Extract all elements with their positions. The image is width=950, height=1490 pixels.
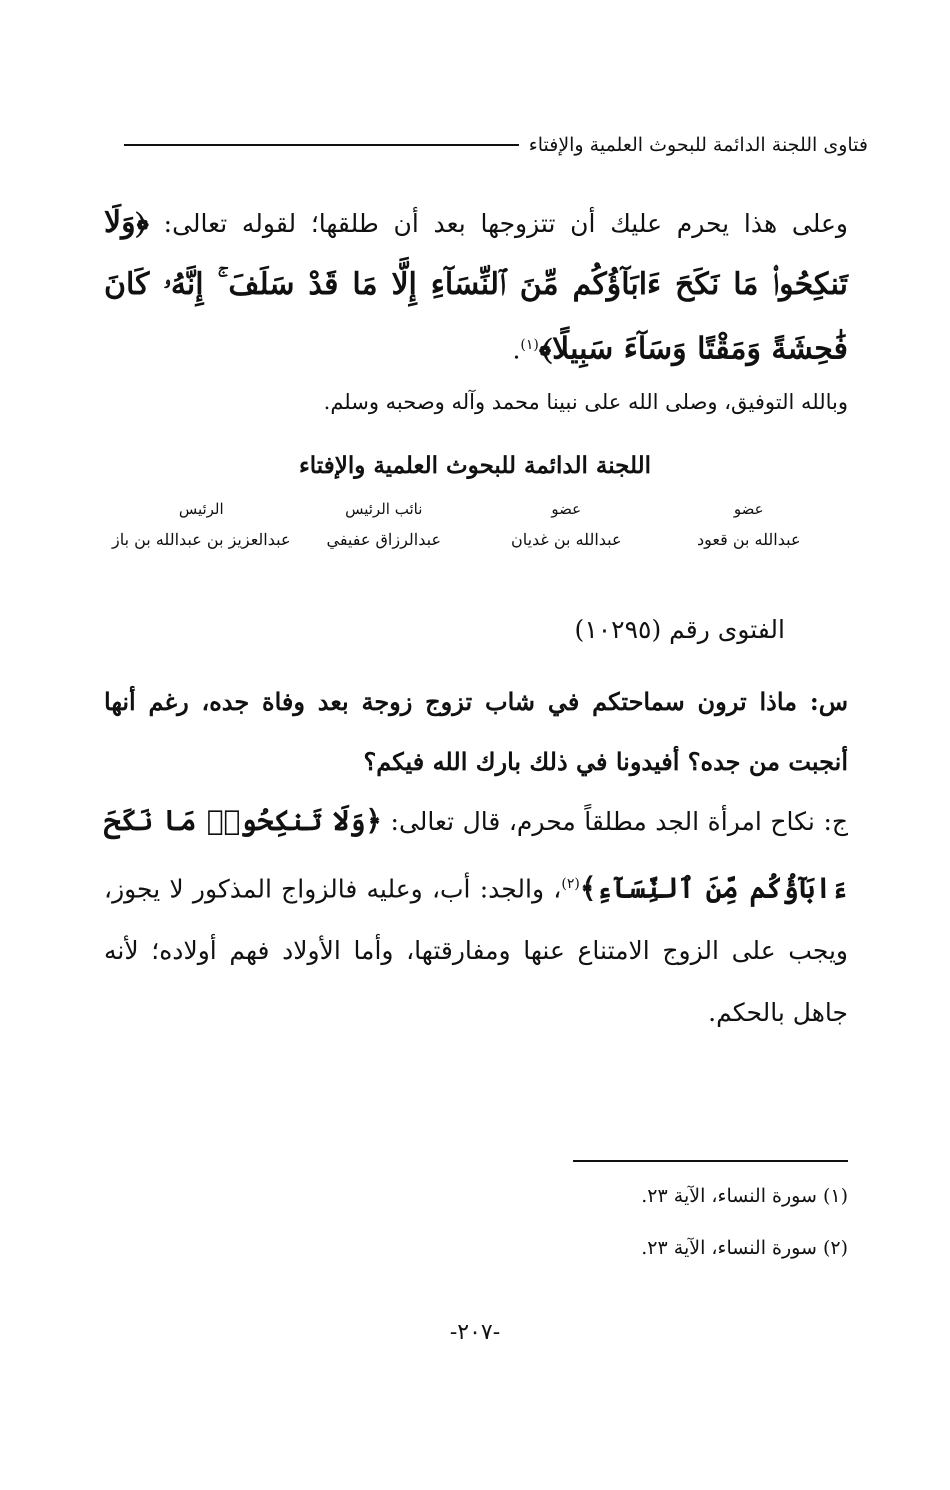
member-role: نائب الرئيس — [345, 500, 423, 518]
member-role: عضو — [733, 500, 764, 518]
member-name: عبدالرزاق عفيفي — [326, 530, 441, 549]
header-title: فتاوى اللجنة الدائمة للبحوث العلمية والإفتاء — [528, 134, 868, 156]
member-role: الرئيس — [178, 500, 224, 518]
intro-text: وعلى هذا يحرم عليك أن تتزوجها بعد أن طلقها؛ لقوله تعالى: — [163, 209, 848, 238]
running-header — [124, 125, 868, 165]
question-text: س: ماذا ترون سماحتكم في شاب تزوج زوجة بعد وفاة جده، رغم أنها أنجبت من جده؟ أفيدونا في ذلك بارك الله فيكم؟ — [104, 687, 848, 776]
intro-paragraph: وعلى هذا يحرم عليك أن تتزوجها بعد أن طلقها؛ لقوله تعالى: ﴿وَلَا تَنكِحُوا۟ مَا نَكَحَ ءَابَآؤُكُم مِّنَ ٱلنِّسَآءِ إِلَّا مَا قَدْ سَلَفَ ۚ إِنَّهُۥ كَانَ فَٰحِشَةً وَمَقْتًا وَسَآءَ سَبِيلًا﴾$^{(١)}$. — [104, 205, 848, 367]
fatwa-number: الفتوى رقم (١٠٢٩٥) — [574, 615, 785, 644]
member-name: عبدالله بن غديان — [510, 530, 622, 549]
answer-start: ج: نكاح امرأة الجد مطلقاً محرم، قال تعالى: — [390, 807, 849, 836]
answer-end: ، والجد: أب، وعليه فالزواج المذكور لا يجوز، ويجب على الزوج الامتناع عنها ومفارقتها، وأما الأولاد فهم أولاده؛ لأنه جاهل بالحكم. — [104, 874, 848, 1028]
page-number: -٢٠٧- — [449, 1320, 501, 1345]
footnote-rule — [573, 1160, 848, 1162]
answer-paragraph — [104, 790, 848, 1044]
intro-verse: ﴿وَلَا تَنكِحُوا۟ مَا نَكَحَ ءَابَآؤُكُم مِّنَ ٱلنِّسَآءِ إِلَّا مَا قَدْ سَلَفَ ۚ إِنَّهُۥ كَانَ فَٰحِشَةً وَمَقْتًا وَسَآءَ سَبِيلًا﴾ — [104, 205, 848, 367]
committee-title: اللجنة الدائمة للبحوث العلمية والإفتاء — [298, 452, 652, 479]
intro-verse-ref: (١) — [520, 337, 539, 353]
answer-verse-ref: (٢) — [561, 876, 580, 892]
answer-verse: ﴿وَلَا تَنكِحُوا۟ مَا نَكَحَ ءَابَآؤُكُم مِّنَ ٱلنِّسَآءِ﴾ — [104, 804, 848, 905]
member-role: عضو — [551, 500, 582, 518]
footnote: (١) سورة النساء، الآية ٢٣. — [641, 1185, 848, 1207]
member-name: عبدالعزيز بن عبدالله بن باز — [111, 530, 291, 549]
footnote: (٢) سورة النساء، الآية ٢٣. — [641, 1237, 848, 1259]
member-name: عبدالله بن قعود — [696, 530, 801, 549]
closing-line: وبالله التوفيق، وصلى الله على نبينا محمد وآله وصحبه وسلم. — [323, 390, 848, 414]
header-rule — [124, 144, 519, 146]
committee-signatures — [110, 500, 840, 549]
